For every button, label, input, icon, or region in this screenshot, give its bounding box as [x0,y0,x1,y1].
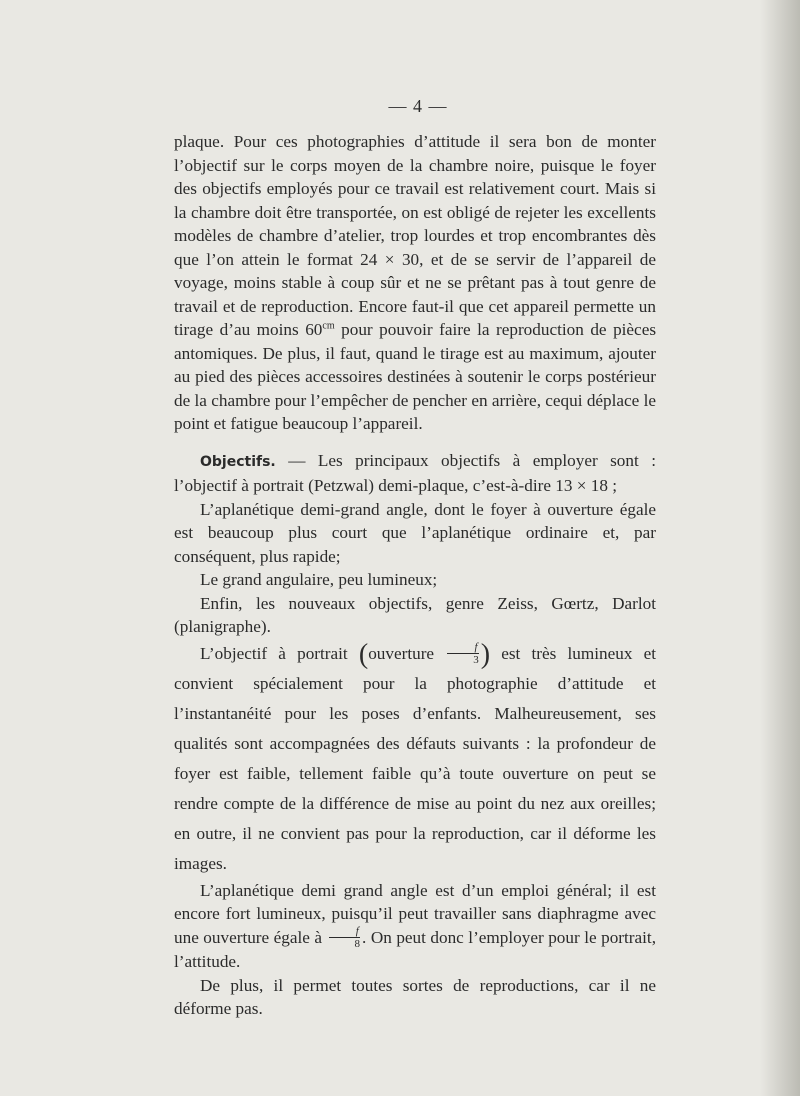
paragraph-7 [174,879,656,974]
section-heading: Objectifs. [200,453,276,470]
page-edge-shadow [760,0,800,1096]
paragraph-2-text: — Les principaux objectifs à employer sont : l’objectif à portrait (Petzwal) demi-plaque, c’est-à-dire 13 × 18 ; [174,450,656,495]
paragraph-3: L’aplanétique demi-grand angle, dont le foyer à ouverture égale est beaucoup plus court que l’aplanétique ordinaire et, par conséquent, plus rapide; [174,499,656,566]
unit-superscript: cm [322,320,335,332]
body-text [174,130,656,1021]
paragraph-6-start: L’objectif à portrait [200,643,359,663]
paragraph-6-rest: est très lumineux et convient spécialement pour la photographie d’attitude et l’instantanéité pour les poses d’enfants. Malheureusement, ses qualités sont accompagnées des défauts suivants : la profondeur de foyer est faible, tellement faible qu’à toute ouverture on peut se rendre compte de la différence de mise au point du nez aux oreilles; en outre, il ne convient pas pour la reproduction, car il déforme les images. [174,643,656,873]
paragraph-7-rest: . On peut donc l’employer pour le portrait, l’attitude. [174,927,656,972]
fraction-denominator-2: 8 [354,938,361,951]
paragraph-1-text: plaque. Pour ces photographies d’attitude il sera bon de monter l’objectif sur le corps moyen de la chambre noire, puisque le foyer des objectifs employés pour ce travail est relativement court. Mais si la chambre doit être transportée, on est obligé de rejeter les excellents modèles de chambre d’atelier, trop lourdes et trop encombrantes dès que l’on attein le format 24 × 30, et de se servir de l’appareil de voyage, moins stable à coup sûr et ne se prêtant pas à tout genre de travail et de reproduction. Encore faut-il que cet appareil permette un tirage d’au moins 60 [174,132,656,339]
fraction-numerator: f [447,642,479,654]
paragraph-8: De plus, il permet toutes sortes de reproductions, car il ne déforme pas. [174,975,656,1019]
paragraph-6 [174,639,656,879]
paren-open: ( [358,638,369,670]
fraction-numerator-2: f [329,926,361,938]
paragraph-4: Le grand angulaire, peu lumineux; [200,570,438,589]
paragraph-1-end: pour pouvoir faire la reproduction de pièces antomiques. De plus, il faut, quand le tirage est au maximum, ajouter au pied des pièces accessoires destinées à soutenir le corps postérieur de la chambre pour l’empêcher de pencher en arrière, cequi déplace le point et fatigue beaucoup l’appareil. [174,320,657,433]
aperture-fraction [447,642,479,666]
paren-close: ) [480,638,491,670]
aperture-fraction-2 [329,926,361,950]
page-number: — 4 — [388,96,448,116]
paragraph-7-start: L’aplanétique demi grand angle est d’un emploi général; il est encore fort lumineux, puisqu’il peut travailler sans diaphragme avec une ouverture égale à [174,880,656,947]
paragraph-objectifs [174,449,656,498]
fraction-denominator: 3 [473,654,479,667]
paragraph-1 [174,130,656,436]
paragraph-5: Enfin, les nouveaux objectifs, genre Zeiss, Gœrtz, Darlot (planigraphe). [174,593,656,636]
ouverture-label: ouverture [368,643,446,663]
